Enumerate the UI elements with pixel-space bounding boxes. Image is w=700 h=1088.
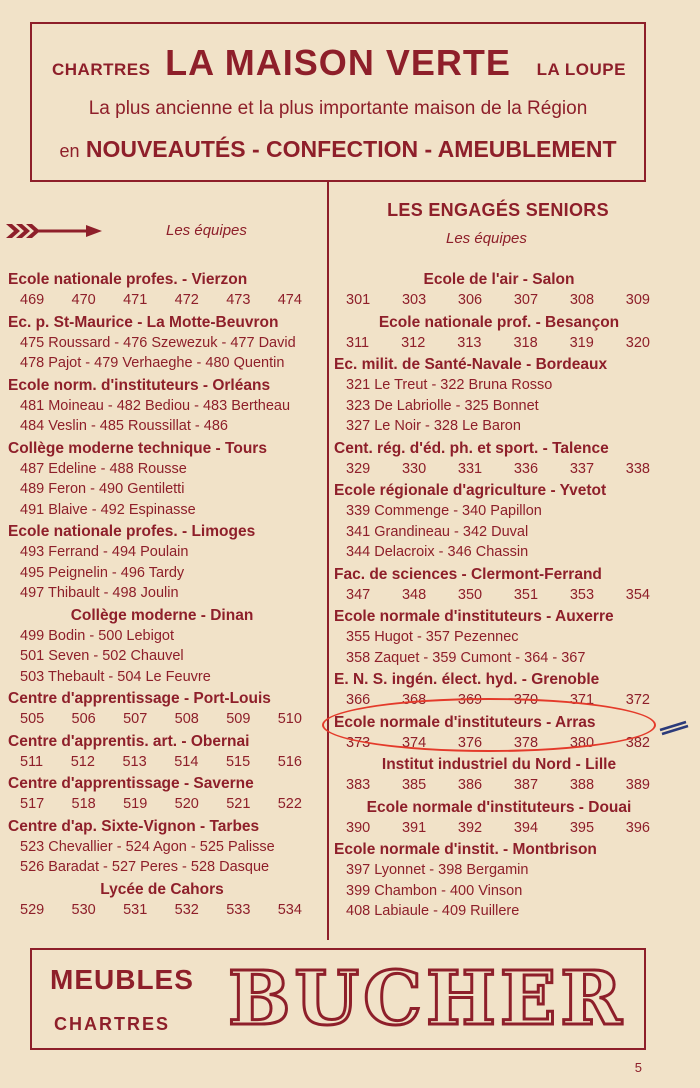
player-number: 373 [346, 734, 371, 751]
player-number: 506 [71, 711, 96, 727]
team-numbers [332, 818, 664, 839]
ad-tagline: La plus ancienne et la plus importante maison de la Région [88, 98, 588, 119]
page-number: 5 [634, 1060, 642, 1075]
player-number: 378 [513, 734, 539, 751]
team-entry [332, 607, 664, 668]
left-column-subtitle: Les équipes [166, 222, 247, 239]
player-number: 318 [513, 334, 538, 351]
player-number: 515 [225, 753, 251, 770]
right-column-subtitle: Les équipes [446, 230, 527, 247]
team-entry [6, 376, 316, 437]
player-number: 306 [457, 292, 483, 308]
player-number: 389 [625, 777, 650, 793]
player-number: 518 [71, 796, 96, 812]
team-roster-line: 493 Ferrand - 494 Poulain [20, 544, 189, 560]
team-entry [332, 755, 664, 796]
player-number: 511 [20, 753, 44, 770]
ad-bottom-line2: CHARTRES [54, 1014, 171, 1034]
team-entry [6, 880, 316, 921]
team-roster-line: 489 Feron - 490 Gentiletti [20, 481, 185, 497]
player-number: 383 [346, 777, 371, 793]
team-numbers [6, 794, 316, 815]
highlight-circle [322, 698, 656, 752]
player-number: 311 [346, 334, 370, 351]
ad-products-list: NOUVEAUTÉS - CONFECTION - AMEUBLEMENT [85, 136, 617, 162]
player-number: 507 [123, 711, 148, 727]
player-number: 350 [457, 586, 483, 603]
team-name: Ecole normale d'instituteurs - Arras [334, 713, 596, 731]
team-entry [332, 840, 664, 922]
team-roster-line: 497 Thibault - 498 Joulin [20, 585, 179, 601]
player-number: 513 [122, 753, 147, 770]
team-numbers [332, 459, 664, 480]
team-name: Centre d'apprentis. art. - Obernai [8, 732, 250, 750]
team-name: Ec. milit. de Santé-Navale - Bordeaux [334, 356, 608, 373]
team-roster-line: 327 Le Noir - 328 Le Baron [346, 418, 521, 434]
player-number: 366 [346, 692, 371, 708]
player-number: 530 [71, 901, 96, 918]
player-number: 391 [401, 819, 427, 836]
player-number: 351 [513, 586, 539, 603]
player-number: 471 [123, 292, 148, 308]
player-number: 347 [346, 586, 371, 603]
player-number: 510 [277, 711, 302, 727]
left-team-list [6, 270, 316, 922]
team-name: Centre d'apprentissage - Port-Louis [8, 690, 271, 707]
player-number: 308 [569, 292, 595, 308]
player-number: 338 [625, 460, 650, 477]
player-number: 508 [174, 711, 199, 727]
player-number: 469 [20, 292, 45, 308]
team-roster-line: 323 De Labriolle - 325 Bonnet [346, 397, 539, 414]
team-roster-line: 491 Blaive - 492 Espinasse [20, 501, 196, 518]
pen-mark-icon [658, 718, 690, 738]
player-number: 532 [174, 901, 199, 918]
player-number: 370 [513, 692, 539, 708]
ad-city-right: LA LOUPE [536, 60, 626, 79]
player-number: 388 [569, 777, 595, 793]
player-number: 303 [401, 292, 427, 308]
player-number: 472 [174, 292, 199, 308]
player-number: 509 [226, 711, 251, 727]
player-number: 371 [569, 692, 595, 708]
top-advertisement [30, 22, 646, 182]
player-number: 474 [277, 292, 302, 308]
team-roster-line: 321 Le Treut - 322 Bruna Rosso [346, 377, 553, 393]
player-number: 330 [401, 460, 427, 477]
team-entry [332, 798, 664, 839]
team-entry [6, 817, 316, 878]
player-number: 319 [569, 334, 594, 351]
team-name: Ecole nationale prof. - Besançon [378, 313, 620, 331]
team-name: Ecole de l'air - Salon [423, 271, 575, 288]
player-number: 385 [401, 777, 427, 793]
player-number: 516 [277, 753, 302, 770]
team-name: Ecole normale d'instit. - Montbrison [334, 841, 597, 858]
team-entry [6, 313, 316, 374]
player-number: 372 [625, 692, 650, 708]
team-roster-line: 478 Pajot - 479 Verhaeghe - 480 Quentin [20, 355, 285, 371]
player-number: 387 [513, 777, 539, 793]
team-name: E. N. S. ingén. élect. hyd. - Grenoble [334, 671, 600, 688]
player-number: 301 [346, 292, 371, 308]
team-roster-line: 399 Chambon - 400 Vinson [346, 882, 523, 899]
player-number: 519 [123, 796, 148, 812]
team-entry [6, 439, 316, 521]
team-numbers [6, 290, 316, 311]
team-entry [332, 565, 664, 606]
ad-bottom-brand: BUCHER [228, 956, 626, 1042]
team-entry [6, 522, 316, 604]
player-number: 329 [346, 460, 371, 477]
team-numbers [332, 290, 664, 311]
player-number: 529 [20, 901, 45, 918]
team-roster-line: 397 Lyonnet - 398 Bergamin [346, 862, 529, 878]
team-entry [6, 689, 316, 730]
right-column [332, 190, 664, 919]
player-number: 353 [569, 586, 595, 603]
ad-products-prefix: en [59, 141, 80, 161]
team-entry [6, 774, 316, 815]
player-number: 374 [401, 734, 427, 751]
ad-bottom-line1: MEUBLES [50, 964, 194, 995]
team-entry [332, 439, 664, 480]
team-name: Collège moderne - Dinan [70, 606, 254, 624]
column-divider [327, 182, 329, 940]
team-name: Ec. p. St-Maurice - La Motte-Beuvron [8, 313, 279, 331]
player-number: 331 [457, 460, 483, 477]
player-number: 376 [457, 734, 483, 751]
player-number: 386 [457, 777, 483, 793]
team-roster-line: 495 Peignelin - 496 Tardy [20, 564, 185, 581]
team-entry [332, 355, 664, 437]
team-roster-line: 501 Seven - 502 Chauvel [20, 648, 184, 664]
player-number: 394 [513, 819, 539, 836]
player-number: 369 [457, 692, 483, 708]
player-number: 505 [20, 711, 45, 727]
player-number: 337 [569, 460, 595, 477]
player-number: 368 [401, 692, 427, 708]
team-name: Centre d'ap. Sixte-Vignon - Tarbes [8, 817, 260, 835]
player-number: 534 [277, 901, 302, 918]
team-name: Centre d'apprentissage - Saverne [8, 775, 254, 792]
team-name: Collège moderne technique - Tours [8, 439, 267, 457]
team-roster-line: 358 Zaquet - 359 Cumont - 364 - 367 [346, 649, 586, 666]
player-number: 522 [277, 796, 302, 812]
ad-products [32, 136, 644, 163]
bottom-advertisement [30, 948, 646, 1050]
player-number: 520 [174, 796, 199, 812]
team-roster-line: 503 Thebault - 504 Le Feuvre [20, 668, 211, 685]
player-number: 517 [20, 796, 45, 812]
team-roster-line: 355 Hugot - 357 Pezennec [346, 629, 519, 645]
player-number: 307 [513, 292, 539, 308]
player-number: 382 [625, 734, 650, 751]
team-roster-line: 487 Edeline - 488 Rousse [20, 460, 187, 477]
team-numbers [6, 709, 316, 730]
team-name: Cent. rég. d'éd. ph. et sport. - Talence [334, 439, 609, 457]
team-numbers [6, 900, 316, 921]
team-roster-line: 339 Commenge - 340 Papillon [346, 503, 542, 519]
left-column [6, 190, 316, 918]
player-number: 348 [401, 586, 427, 603]
team-numbers [332, 585, 664, 606]
player-number: 512 [70, 753, 95, 770]
team-roster-line: 481 Moineau - 482 Bediou - 483 Bertheau [20, 397, 291, 414]
team-numbers [332, 775, 664, 796]
player-number: 336 [513, 460, 539, 477]
team-name: Lycée de Cahors [100, 880, 224, 898]
team-name: Institut industriel du Nord - Lille [381, 756, 617, 773]
team-entry [332, 313, 664, 354]
player-number: 531 [123, 901, 148, 918]
team-numbers [332, 333, 664, 354]
ad-brand: LA MAISON VERTE [165, 42, 511, 83]
team-roster-line: 344 Delacroix - 346 Chassin [346, 544, 529, 560]
ad-city-left: CHARTRES [52, 60, 151, 79]
player-number: 396 [625, 819, 650, 836]
right-column-header [332, 190, 664, 247]
player-number: 473 [226, 292, 251, 308]
team-roster-line: 341 Grandineau - 342 Duval [346, 523, 529, 540]
team-name: Ecole normale d'instituteurs - Auxerre [334, 608, 614, 625]
team-roster-line: 523 Chevallier - 524 Agon - 525 Palisse [20, 838, 275, 855]
player-number: 521 [226, 796, 251, 812]
team-name: Fac. de sciences - Clermont-Ferrand [334, 565, 602, 583]
player-number: 354 [625, 586, 650, 603]
team-name: Ecole normale d'instituteurs - Douai [366, 798, 632, 816]
player-number: 533 [226, 901, 251, 918]
player-number: 312 [401, 334, 426, 351]
team-numbers [6, 752, 316, 773]
left-column-header [6, 190, 316, 238]
team-name: Ecole nationale profes. - Vierzon [8, 271, 248, 288]
player-number: 392 [457, 819, 483, 836]
player-number: 309 [625, 292, 650, 308]
team-entry [332, 481, 664, 563]
team-entry [6, 270, 316, 311]
player-number: 395 [569, 819, 595, 836]
right-column-title: LES ENGAGÉS SENIORS [387, 200, 609, 220]
team-name: Ecole nationale profes. - Limoges [8, 523, 256, 540]
player-number: 390 [346, 819, 371, 836]
team-roster-line: 475 Roussard - 476 Szewezuk - 477 David [20, 334, 296, 351]
team-roster-line: 484 Veslin - 485 Roussillat - 486 [20, 418, 228, 434]
team-entry [6, 732, 316, 773]
right-team-list [332, 270, 664, 924]
player-number: 320 [625, 334, 650, 351]
team-roster-line: 526 Baradat - 527 Peres - 528 Dasque [20, 859, 270, 875]
team-name: Ecole norm. d'instituteurs - Orléans [8, 376, 271, 394]
player-number: 514 [174, 753, 199, 770]
team-roster-line: 408 Labiaule - 409 Ruillere [346, 903, 520, 919]
team-roster-line: 499 Bodin - 500 Lebigot [20, 627, 174, 644]
player-number: 380 [569, 734, 595, 751]
team-entry [332, 270, 664, 311]
player-number: 313 [457, 334, 482, 351]
team-entry [6, 606, 316, 688]
team-name: Ecole régionale d'agriculture - Yvetot [334, 482, 607, 499]
player-number: 470 [71, 292, 96, 308]
